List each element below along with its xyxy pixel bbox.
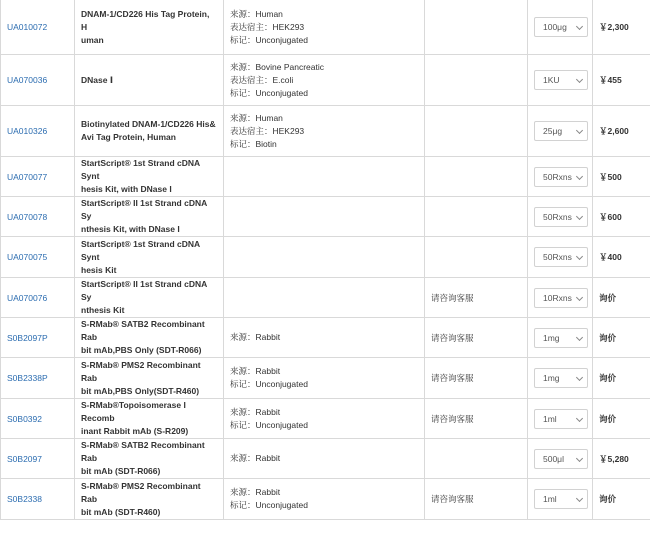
table-row — [1, 237, 650, 278]
product-name-line: bit mAb,PBS Only (SDT-R066) — [81, 345, 202, 355]
product-code-link[interactable]: S0B2097 — [7, 453, 42, 464]
product-code-link[interactable]: UA070036 — [7, 75, 48, 85]
product-code-cell — [1, 439, 75, 479]
product-attribute: 来源：Bovine Pancreatic — [230, 61, 325, 72]
chevron-down-icon — [576, 454, 583, 461]
spec-select[interactable] — [534, 489, 588, 509]
price: ￥500 — [593, 157, 650, 197]
spec-cell — [528, 55, 593, 106]
product-code-cell — [1, 157, 75, 197]
product-name-line: DNAM-1/CD226 His Tag Protein, H — [81, 8, 210, 32]
product-name-line: DNase Ⅰ — [81, 74, 113, 85]
spec-select-value: 1mg — [543, 332, 560, 343]
product-name — [75, 197, 224, 237]
product-name-line: StartScript® II 1st Strand cDNA Sy — [81, 279, 207, 302]
product-code-cell — [1, 0, 75, 55]
product-name — [75, 318, 224, 358]
table-row — [1, 479, 650, 520]
spec-cell — [528, 399, 593, 439]
product-code-cell — [1, 399, 75, 439]
spec-select[interactable] — [534, 368, 588, 388]
product-code-cell — [1, 55, 75, 106]
spec-select[interactable] — [534, 17, 588, 37]
product-code-link[interactable]: UA070076 — [7, 292, 48, 303]
product-code-link[interactable]: S0B0392 — [7, 413, 42, 424]
product-name — [75, 358, 224, 399]
price: 询价 — [593, 479, 650, 520]
table-row — [1, 106, 650, 157]
contact-note — [425, 439, 528, 479]
contact-note — [425, 55, 528, 106]
product-attributes — [224, 358, 425, 399]
spec-select[interactable] — [534, 247, 588, 267]
product-attribute: 标记：Unconjugated — [230, 379, 308, 389]
contact-note — [425, 197, 528, 237]
product-name-line: Biotinylated DNAM-1/CD226 His& — [81, 119, 216, 129]
spec-select-value: 1ml — [543, 494, 557, 504]
spec-select[interactable] — [534, 121, 588, 141]
product-attribute: 标记：Unconjugated — [230, 500, 308, 510]
price: ￥455 — [593, 55, 650, 106]
product-attribute: 标记：Unconjugated — [230, 419, 308, 430]
spec-cell — [528, 278, 593, 318]
product-code-link[interactable]: UA010072 — [7, 22, 48, 32]
spec-select[interactable] — [534, 328, 588, 348]
product-attributes — [224, 237, 425, 278]
product-code-link[interactable]: S0B2097P — [7, 332, 48, 343]
chevron-down-icon — [576, 23, 583, 30]
product-attributes — [224, 479, 425, 520]
spec-select-value: 1KU — [543, 75, 560, 85]
product-code-link[interactable]: UA070075 — [7, 252, 48, 262]
spec-select[interactable] — [534, 288, 588, 308]
spec-select-value: 50Rxns — [543, 252, 572, 262]
product-name-line: inant Rabbit mAb (S-R209) — [81, 426, 189, 436]
product-code-link[interactable]: UA070077 — [7, 171, 48, 182]
product-code-cell — [1, 237, 75, 278]
chevron-down-icon — [576, 414, 583, 421]
contact-note — [425, 0, 528, 55]
product-code-link[interactable]: S0B2338 — [7, 494, 42, 504]
spec-select-value: 10Rxns — [543, 292, 572, 303]
product-attributes — [224, 399, 425, 439]
product-attributes — [224, 106, 425, 157]
chevron-down-icon — [576, 172, 583, 179]
spec-cell — [528, 358, 593, 399]
spec-cell — [528, 157, 593, 197]
product-code-cell — [1, 278, 75, 318]
chevron-down-icon — [576, 374, 583, 381]
table-row — [1, 197, 650, 237]
product-name — [75, 278, 224, 318]
chevron-down-icon — [576, 76, 583, 83]
price: ￥2,300 — [593, 0, 650, 55]
product-attribute: 来源：Rabbit — [230, 332, 281, 342]
product-attribute: 表达宿主：HEK293 — [230, 21, 305, 32]
chevron-down-icon — [576, 253, 583, 260]
product-attributes — [224, 197, 425, 237]
product-attribute: 表达宿主：HEK293 — [230, 125, 305, 136]
product-attributes — [224, 318, 425, 358]
spec-select[interactable] — [534, 409, 588, 429]
product-name — [75, 0, 224, 55]
product-table-body — [1, 0, 650, 520]
product-name-line: S-RMab® PMS2 Recombinant Rab — [81, 480, 201, 504]
table-row — [1, 399, 650, 439]
price: ￥5,280 — [593, 439, 650, 479]
product-attributes — [224, 55, 425, 106]
product-name-line: nthesis Kit — [81, 305, 125, 315]
product-code-cell — [1, 358, 75, 399]
product-attributes — [224, 0, 425, 55]
product-name-line: S-RMab® SATB2 Recombinant Rab — [81, 319, 205, 342]
product-attributes — [224, 157, 425, 197]
contact-note — [425, 106, 528, 157]
spec-cell — [528, 479, 593, 520]
spec-cell — [528, 237, 593, 278]
spec-select-value: 50Rxns — [543, 171, 572, 182]
contact-note: 请咨询客服 — [425, 399, 528, 439]
spec-cell — [528, 439, 593, 479]
contact-note — [425, 157, 528, 197]
spec-cell — [528, 197, 593, 237]
spec-select[interactable] — [534, 207, 588, 227]
spec-cell — [528, 318, 593, 358]
product-name-line: StartScript® II 1st Strand cDNA Sy — [81, 198, 207, 221]
product-attributes — [224, 439, 425, 479]
product-name — [75, 106, 224, 157]
product-attributes — [224, 278, 425, 318]
product-attribute: 标记：Biotin — [230, 138, 277, 149]
price: ￥600 — [593, 197, 650, 237]
product-code-cell — [1, 318, 75, 358]
product-attribute: 来源：Rabbit — [230, 487, 281, 497]
table-row — [1, 439, 650, 479]
price: 询价 — [593, 358, 650, 399]
product-code-link[interactable]: S0B2338P — [7, 373, 48, 383]
chevron-down-icon — [576, 495, 583, 502]
product-code-link[interactable]: UA070078 — [7, 211, 48, 222]
product-name-line: StartScript® 1st Strand cDNA Synt — [81, 238, 200, 262]
product-name-line: bit mAb (SDT-R066) — [81, 466, 161, 476]
product-name — [75, 157, 224, 197]
contact-note: 请咨询客服 — [425, 318, 528, 358]
product-name-line: bit mAb,PBS Only(SDT-R460) — [81, 385, 200, 396]
price: ￥400 — [593, 237, 650, 278]
table-row — [1, 318, 650, 358]
spec-select-value: 100μg — [543, 22, 567, 32]
price: 询价 — [593, 399, 650, 439]
product-name — [75, 479, 224, 520]
table-row — [1, 358, 650, 399]
product-code-cell — [1, 197, 75, 237]
product-code-cell — [1, 479, 75, 520]
contact-note — [425, 237, 528, 278]
spec-cell — [528, 0, 593, 55]
chevron-down-icon — [576, 333, 583, 340]
spec-select[interactable] — [534, 70, 588, 90]
product-attribute: 标记：Unconjugated — [230, 87, 308, 98]
product-name-line: uman — [81, 34, 104, 45]
product-name-line: S-RMab® SATB2 Recombinant Rab — [81, 440, 205, 463]
chevron-down-icon — [576, 293, 583, 300]
price: ￥2,600 — [593, 106, 650, 157]
product-attribute: 表达宿主：E.coli — [230, 74, 294, 85]
chevron-down-icon — [576, 127, 583, 134]
product-attribute: 来源：Rabbit — [230, 406, 281, 417]
contact-note: 请咨询客服 — [425, 479, 528, 520]
price: 询价 — [593, 278, 650, 318]
spec-select[interactable] — [534, 449, 588, 469]
product-name — [75, 55, 224, 106]
table-row — [1, 55, 650, 106]
product-code-link[interactable]: UA010326 — [7, 126, 48, 136]
product-attribute: 来源：Rabbit — [230, 453, 281, 463]
spec-select-value: 50Rxns — [543, 211, 572, 222]
spec-select-value: 500μl — [543, 453, 564, 464]
contact-note: 请咨询客服 — [425, 358, 528, 399]
product-name-line: hesis Kit — [81, 264, 117, 275]
spec-select-value: 25μg — [543, 126, 563, 136]
product-attribute: 来源：Human — [230, 112, 283, 123]
table-row — [1, 278, 650, 318]
spec-select-value: 1mg — [543, 373, 560, 383]
product-name — [75, 399, 224, 439]
product-attribute: 来源：Rabbit — [230, 366, 281, 376]
table-row — [1, 0, 650, 55]
product-name — [75, 237, 224, 278]
price: 询价 — [593, 318, 650, 358]
product-code-cell — [1, 106, 75, 157]
product-attribute: 来源：Human — [230, 8, 283, 19]
contact-note: 请咨询客服 — [425, 278, 528, 318]
chevron-down-icon — [576, 212, 583, 219]
product-name-line: hesis Kit, with DNase I — [81, 184, 172, 194]
spec-select[interactable] — [534, 167, 588, 187]
product-name-line: bit mAb (SDT-R460) — [81, 506, 161, 517]
product-name — [75, 439, 224, 479]
spec-select-value: 1ml — [543, 413, 557, 424]
table-row — [1, 157, 650, 197]
product-name-line: S-RMab® PMS2 Recombinant Rab — [81, 359, 201, 383]
product-attribute: 标记：Unconjugated — [230, 34, 308, 45]
product-name-line: StartScript® 1st Strand cDNA Synt — [81, 158, 200, 181]
product-name-line: nthesis Kit, with DNase I — [81, 224, 180, 234]
product-name-line: Avi Tag Protein, Human — [81, 132, 176, 142]
product-name-line: S-RMab®Topoisomerase I Recomb — [81, 400, 186, 423]
spec-cell — [528, 106, 593, 157]
